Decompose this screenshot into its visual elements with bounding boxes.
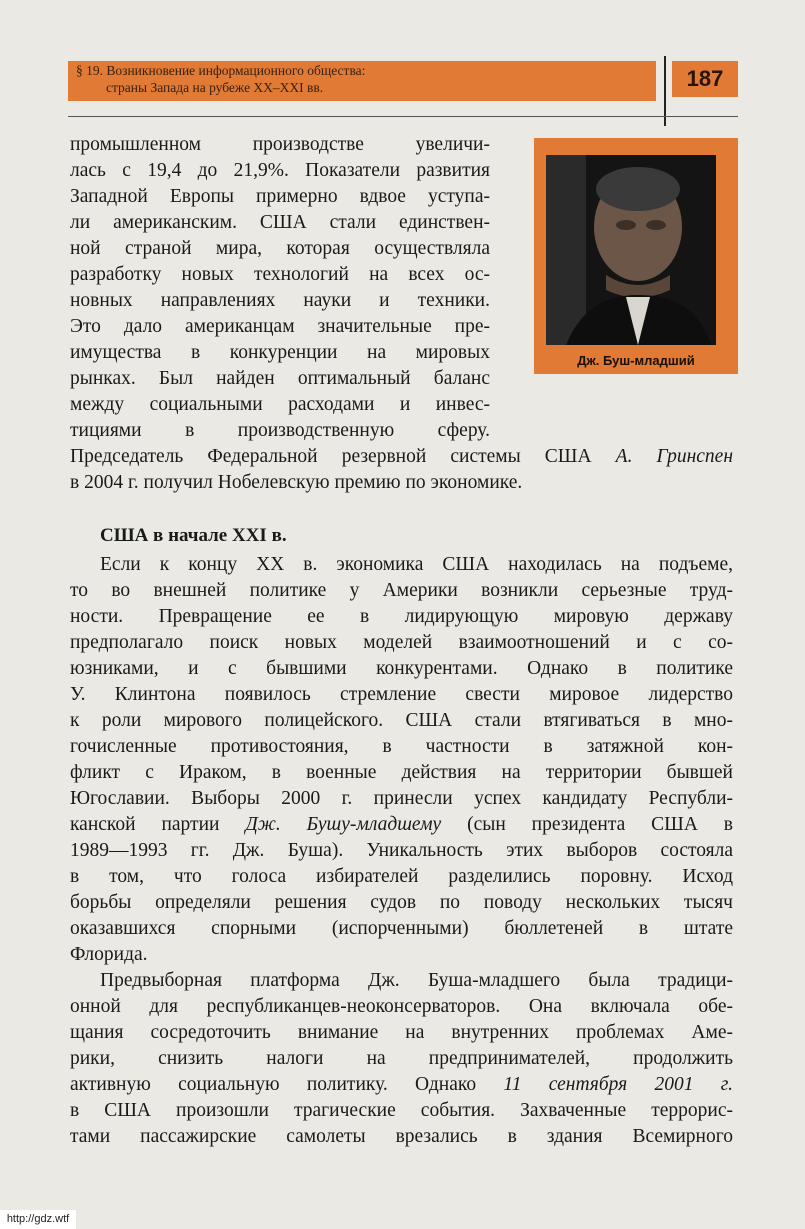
text-line: онной для республиканцев-неоконсерваторов. Она включала обе-: [70, 996, 733, 1017]
text-line: ности. Превращение ее в лидирующую мировую державу: [70, 606, 733, 627]
text-line: канской партии Дж. Бушу-младшему (сын президента США в: [70, 814, 733, 835]
section-title-line-1: § 19. Возникновение информационного общества:: [76, 63, 366, 78]
text-line: в США произошли трагические события. Захваченные террорис-: [70, 1100, 733, 1121]
running-header: [76, 63, 365, 96]
person-name-greenspan: А. Гринспен: [615, 446, 734, 467]
text-line: между социальными расходами и инвес-: [70, 394, 490, 415]
text-line: Флорида.: [70, 944, 148, 965]
text-line: имущества в конкуренции на мировых: [70, 342, 490, 363]
text-line: разработку новых технологий на всех ос-: [70, 264, 490, 285]
text-line: промышленном производстве увеличи-: [70, 134, 490, 155]
text-line: У. Клинтона появилось стремление свести мировое лидерство: [70, 684, 733, 705]
text-line: щания сосредоточить внимание на внутренних проблемах Аме-: [70, 1022, 733, 1043]
paragraph-usa-early-21st: [70, 552, 733, 968]
watermark: http://gdz.wtf: [0, 1210, 76, 1229]
text-line: к роли мирового полицейского. США стали втягиваться в мно-: [70, 710, 733, 731]
page-number: 187: [686, 66, 724, 91]
text-line: лась с 19,4 до 21,9%. Показатели развития: [70, 160, 490, 181]
text-line: Предвыборная платформа Дж. Буша-младшего была традици-: [100, 970, 733, 991]
text-line: 1989—1993 гг. Дж. Буша). Уникальность этих выборов состояла: [70, 840, 733, 861]
text-line: Это дало американцам значительные пре-: [70, 316, 490, 337]
text-line: гочисленные противостояния, в частности в затяжной кон-: [70, 736, 733, 757]
header-rule: [68, 116, 738, 117]
text-line: Югославии. Выборы 2000 г. принесли успех кандидату Республи-: [70, 788, 733, 809]
section-title-line-2: страны Запада на рубеже XX–XXI вв.: [106, 79, 324, 95]
photo-caption: Дж. Буш-младший: [577, 352, 695, 368]
text-line: [70, 444, 733, 470]
text-line: фликт с Ираком, в военные действия на территории бывшей: [70, 762, 733, 783]
text-line: новных направлениях науки и техники.: [70, 290, 490, 311]
text-line: в том, что голоса избирателей разделились поровну. Исход: [70, 866, 733, 887]
portrait-photo: [546, 155, 716, 345]
intro-text-block: [70, 132, 490, 444]
paragraph-bush-platform: [70, 968, 733, 1150]
text-line: то во внешней политике у Америки возникли серьезные труд-: [70, 580, 733, 601]
text-line: юзниками, и с бывшими конкурентами. Однако в политике: [70, 658, 733, 679]
date-september-11: 11 сентября 2001 г.: [503, 1074, 733, 1095]
text-line: ли американским. США стали единствен-: [70, 212, 490, 233]
chairman-text: Председатель Федеральной резервной системы США: [70, 446, 592, 467]
text-line: рынках. Был найден оптимальный баланс: [70, 368, 490, 389]
text-line: предполагало поиск новых моделей взаимоотношений и с со-: [70, 632, 733, 653]
text-line: тами пассажирские самолеты врезались в здания Всемирного: [70, 1126, 733, 1147]
text-line: борьбы определяли решения судов по поводу нескольких тысяч: [70, 892, 733, 913]
text-line: активную социальную политику. Однако 11 сентября 2001 г.: [70, 1074, 733, 1095]
text-line: оказавшихся спорными (испорченными) бюллетеней в штате: [70, 918, 733, 939]
text-line: рики, снизить налоги на предпринимателей, продолжить: [70, 1048, 733, 1069]
chairman-text-block: [70, 444, 733, 496]
text-line: в 2004 г. получил Нобелевскую премию по экономике.: [70, 472, 523, 493]
person-name-bush-jr: Дж. Бушу-младшему: [245, 814, 442, 835]
text-line: тициями в производственную сферу.: [70, 420, 490, 441]
text-line: Если к концу XX в. экономика США находилась на подъеме,: [100, 554, 733, 575]
text-line: ной страной мира, которая осуществляла: [70, 238, 490, 259]
text-line: Западной Европы примерно вдвое уступа-: [70, 186, 490, 207]
section-heading: США в начале XXI в.: [100, 525, 287, 546]
